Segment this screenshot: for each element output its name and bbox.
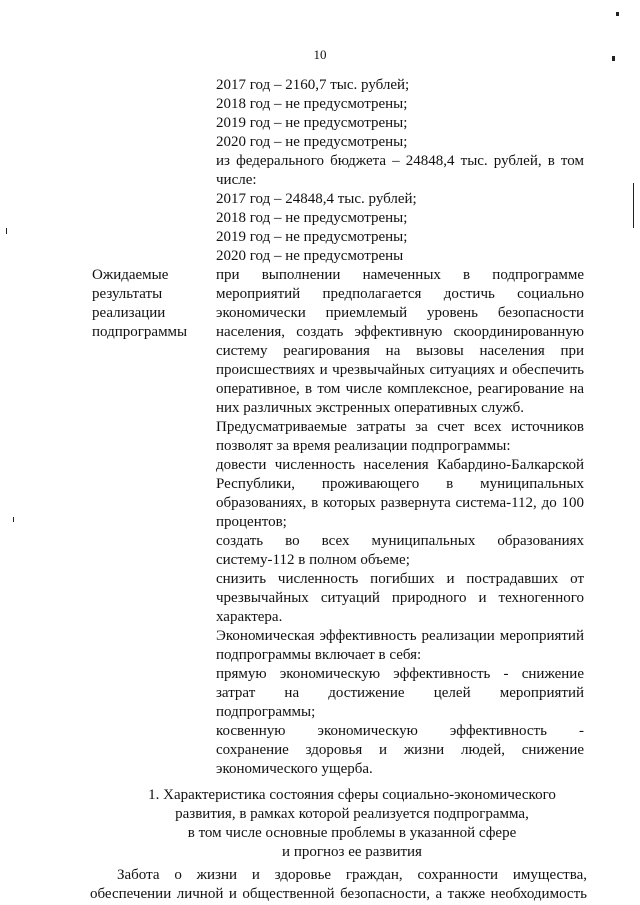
heading-line: развития, в рамках которой реализуется подпрограмма, xyxy=(175,806,529,822)
funding-line: 2020 год – не предусмотрены; xyxy=(216,134,408,150)
result-line: Экономическая эффективность реализации мероприятий xyxy=(216,628,584,644)
result-line: экономического ущерба. xyxy=(216,761,373,777)
funding-line: 2020 год – не предусмотрены xyxy=(216,248,404,264)
funding-line: 2017 год – 24848,4 тыс. рублей; xyxy=(216,191,417,207)
result-line: происшествиях и чрезвычайных ситуациях и обеспечить xyxy=(216,362,584,378)
result-line: при выполнении намеченных в подпрограмме xyxy=(216,267,584,283)
result-line: чрезвычайных ситуаций природного и техногенного xyxy=(216,590,584,606)
result-line: них различных экстренных оперативных служб. xyxy=(216,400,525,416)
result-line: подпрограммы; xyxy=(216,704,316,720)
funding-line: 2018 год – не предусмотрены; xyxy=(216,210,408,226)
result-line: образованиях, в которых развернута система-112, до 100 xyxy=(216,495,584,511)
funding-line: 2019 год – не предусмотрены; xyxy=(216,229,408,245)
page-number: 10 xyxy=(313,47,327,62)
heading-line: и прогноз ее развития xyxy=(282,844,422,860)
result-line: довести численность населения Кабардино-Балкарской xyxy=(216,457,584,473)
result-line: мероприятий предполагается достичь социально xyxy=(216,286,584,302)
result-line: прямую экономическую эффективность - снижение xyxy=(216,666,584,682)
scan-mark xyxy=(633,183,634,228)
label-line: результаты xyxy=(92,286,163,302)
result-line: затрат на достижение целей мероприятий xyxy=(216,685,584,701)
result-line: создать во всех муниципальных образованиях xyxy=(216,533,584,549)
result-line: систему-112 в полном объеме; xyxy=(216,552,410,568)
body-line: Забота о жизни и здоровье граждан, сохранности имущества, xyxy=(117,867,587,883)
result-line: подпрограммы включает в себя: xyxy=(216,647,422,663)
funding-line: 2017 год – 2160,7 тыс. рублей; xyxy=(216,77,410,93)
result-line: систему реагирования на вызовы населения при xyxy=(216,343,584,359)
label-line: реализации xyxy=(92,305,166,321)
result-line: экономически приемлемый уровень безопасности xyxy=(216,305,584,321)
scan-mark xyxy=(6,228,7,234)
scan-mark xyxy=(616,12,619,16)
result-line: населения, создать эффективную скоординированную xyxy=(216,324,584,340)
heading-line: 1. Характеристика состояния сферы социально-экономического xyxy=(148,787,556,803)
result-line: позволят за время реализации подпрограммы: xyxy=(216,438,511,454)
scan-mark xyxy=(612,56,615,61)
heading-line: в том числе основные проблемы в указанной сфере xyxy=(187,825,517,841)
funding-line: из федерального бюджета – 24848,4 тыс. рублей, в том xyxy=(216,153,584,169)
result-line: сохранение здоровья и жизни людей, снижение xyxy=(216,742,584,758)
scan-mark xyxy=(13,517,14,522)
result-line: оперативное, в том числе комплексное, реагирование на xyxy=(216,381,584,397)
label-line: Ожидаемые xyxy=(92,267,169,283)
result-line: Предусматриваемые затраты за счет всех источников xyxy=(216,419,584,435)
result-line: процентов; xyxy=(216,514,287,530)
funding-line: 2019 год – не предусмотрены; xyxy=(216,115,408,131)
funding-line: 2018 год – не предусмотрены; xyxy=(216,96,408,112)
result-line: характера. xyxy=(216,609,283,625)
funding-line: числе: xyxy=(216,172,257,188)
label-line: подпрограммы xyxy=(92,324,188,340)
body-line: обеспечении личной и общественной безопасности, а также необходимость xyxy=(90,886,587,902)
result-line: Республики, проживающего в муниципальных xyxy=(216,476,584,492)
result-line: косвенную экономическую эффективность - xyxy=(216,723,584,739)
result-line: снизить численность погибших и пострадавших от xyxy=(216,571,584,587)
